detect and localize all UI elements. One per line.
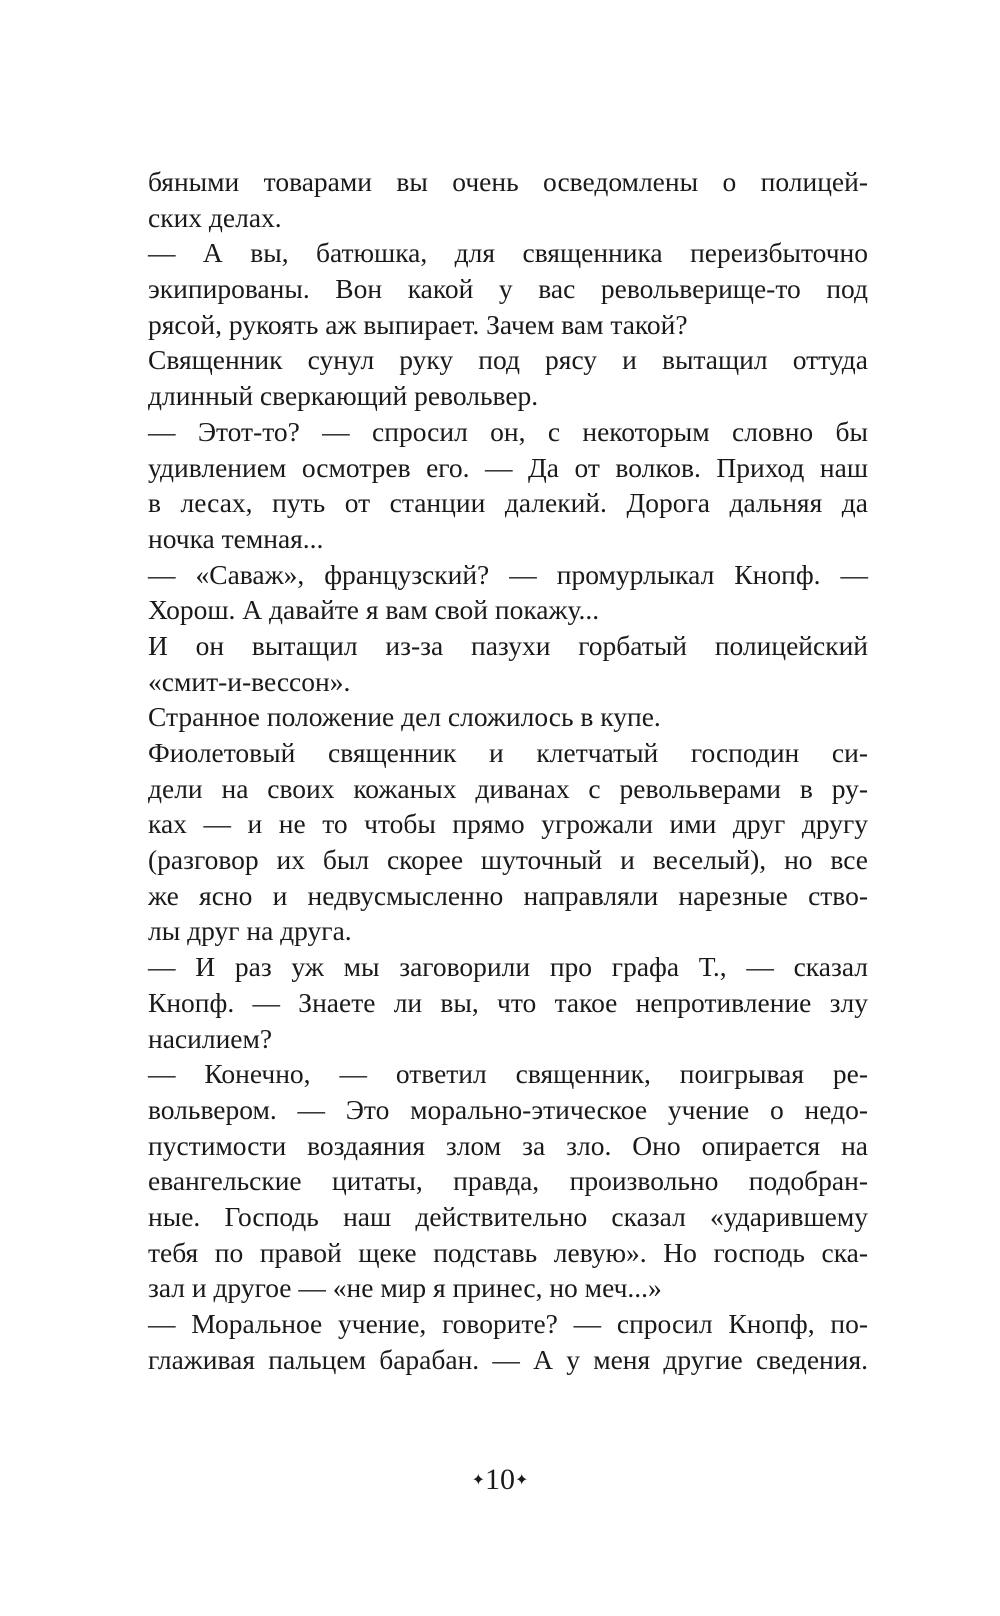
text-line: ночка темная...	[148, 522, 324, 554]
text-line: — Конечно, — ответил священник, поигрывая ре-	[148, 1058, 868, 1090]
text-line: ских делах.	[148, 201, 282, 233]
text-line: бяными товарами вы очень осведомлены о полицей-	[148, 166, 868, 197]
text-line: — Моральное учение, говорите? — спросил Кнопф, по-	[148, 1308, 868, 1339]
text-line: тебя по правой щеке подставь левую». Но господь ска-	[148, 1236, 868, 1268]
ornament-right-icon: ✦	[515, 1470, 529, 1489]
body-text	[148, 164, 868, 1377]
text-line: — И раз уж мы заговорили про графа Т., — сказал	[148, 951, 868, 983]
text-line: длинный сверкающий револьвер.	[148, 380, 539, 412]
text-line: — А вы, батюшка, для священника переизбыточно	[148, 237, 868, 269]
text-line: вольвером. — Это морально-этическое учение о недо-	[148, 1093, 868, 1125]
text-line: рясой, рукоять аж выпирает. Зачем вам такой?	[148, 308, 688, 340]
text-line: экипированы. Вон какой у вас револьверище-то под	[148, 273, 868, 305]
ornament-left-icon: ✦	[471, 1470, 485, 1489]
text-line: Хорош. А давайте я вам свой покажу...	[148, 594, 600, 626]
text-line: Священник сунул руку под рясу и вытащил оттуда	[148, 344, 868, 376]
text-line: Странное положение дел сложилось в купе.	[148, 701, 661, 733]
text-line: «смит-и-вессон».	[148, 665, 351, 697]
page-number-value: 10	[485, 1463, 515, 1496]
text-line: Фиолетовый священник и клетчатый господин си-	[148, 737, 868, 768]
text-line: глаживая пальцем барабан. — А у меня другие сведения.	[148, 1343, 868, 1375]
text-line: пустимости воздаяния злом за зло. Оно опирается на	[148, 1129, 868, 1161]
text-line: насилием?	[148, 1022, 273, 1054]
text-line: зал и другое — «не мир я принес, но меч...»	[148, 1272, 662, 1304]
text-line: Кнопф. — Знаете ли вы, что такое непротивление злу	[148, 986, 868, 1018]
text-line: (разговор их был скорее шуточный и веселый), но все	[148, 844, 868, 876]
page-number	[0, 1462, 1000, 1498]
text-line: в лесах, путь от станции далекий. Дорога дальняя да	[148, 487, 868, 519]
text-line: — Этот-то? — спросил он, с некоторым словно бы	[148, 415, 868, 447]
text-line: ках — и не то чтобы прямо угрожали ими друг другу	[148, 808, 868, 840]
text-line: лы друг на друга.	[148, 915, 352, 947]
text-line: дели на своих кожаных диванах с револьверами в ру-	[148, 772, 868, 804]
text-line: И он вытащил из-за пазухи горбатый полицейский	[148, 629, 868, 661]
text-line: евангельские цитаты, правда, произвольно подобран-	[148, 1165, 868, 1197]
text-line: же ясно и недвусмысленно направляли нарезные ство-	[148, 879, 868, 911]
text-line: удивлением осмотрев его. — Да от волков. Приход наш	[148, 451, 868, 483]
text-line: — «Саваж», французский? — промурлыкал Кнопф. —	[148, 558, 868, 590]
text-line: ные. Господь наш действительно сказал «ударившему	[148, 1200, 868, 1232]
